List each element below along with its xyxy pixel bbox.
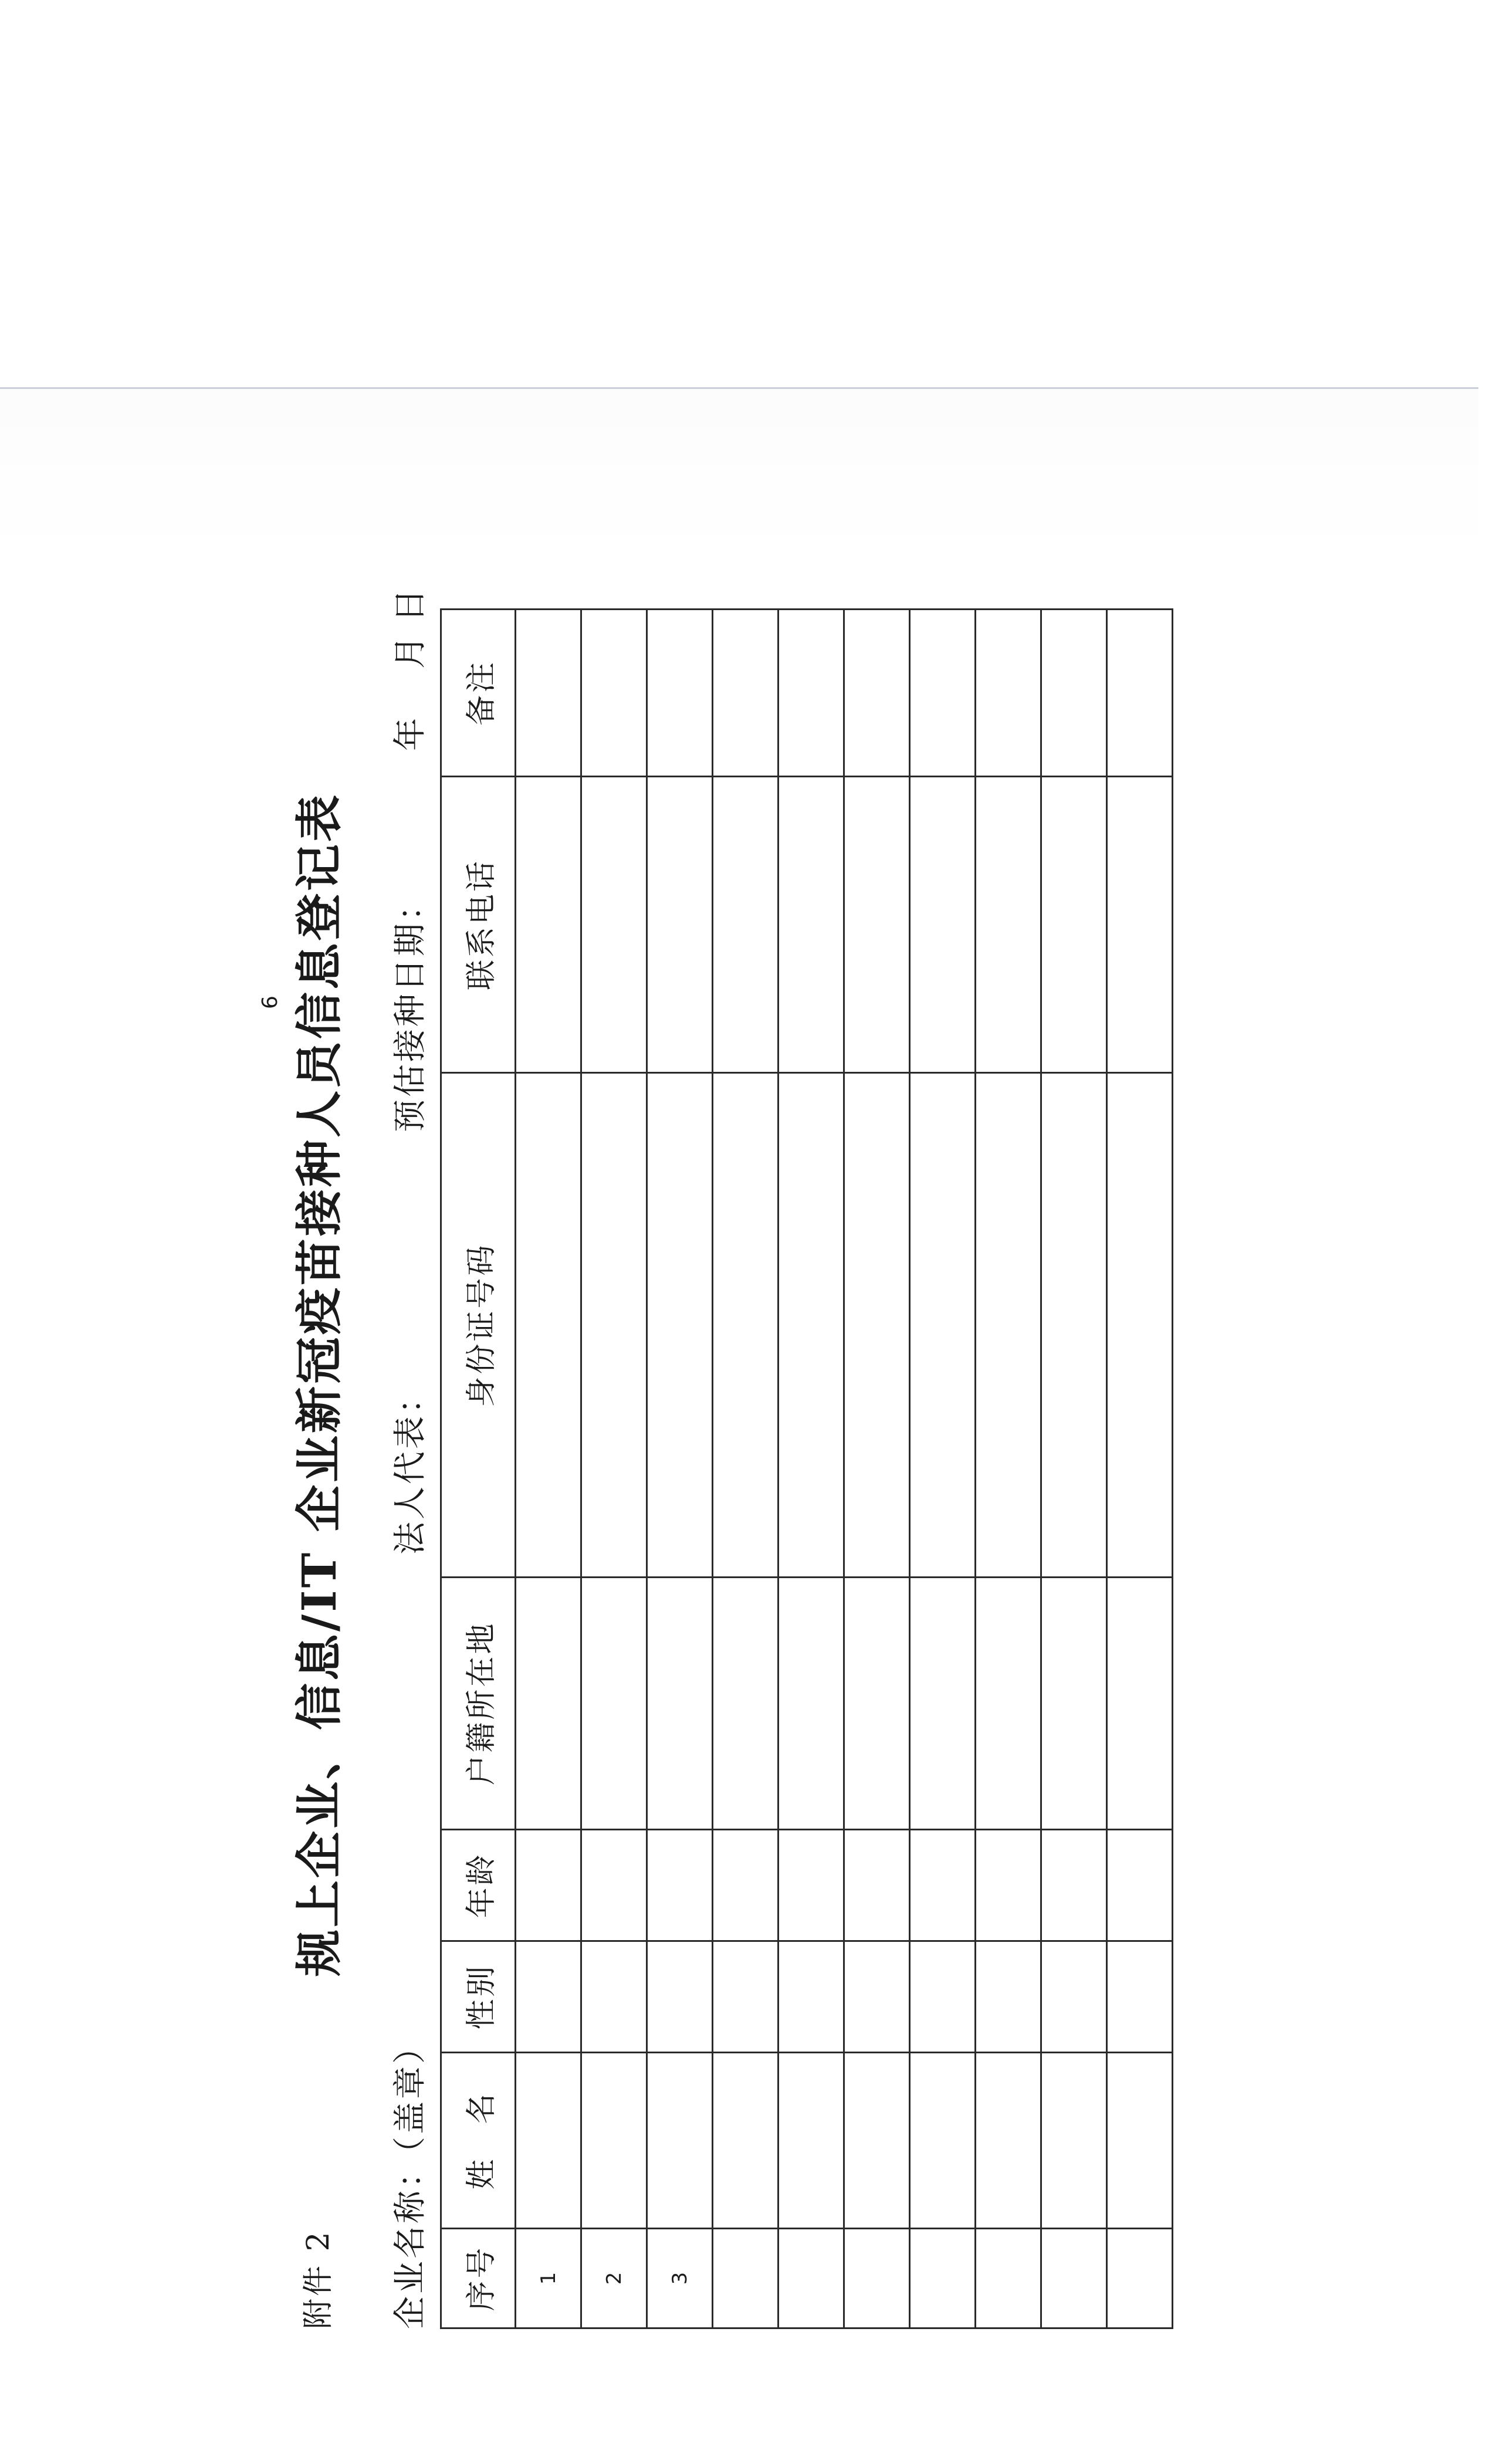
day-label: 日 [391, 587, 429, 622]
table-cell[interactable] [910, 1830, 976, 1941]
column-header: 备注 [441, 610, 516, 777]
table-cell[interactable] [1041, 2053, 1107, 2229]
table-cell[interactable] [647, 610, 713, 777]
table-cell[interactable] [581, 610, 647, 777]
page-number: 6 [258, 996, 282, 1009]
column-header: 身份证号码 [441, 1073, 516, 1578]
table-cell[interactable] [516, 1073, 581, 1578]
table-cell[interactable] [647, 1941, 713, 2053]
table-cell[interactable] [910, 1073, 976, 1578]
table-cell[interactable] [1107, 610, 1173, 777]
table-cell[interactable] [516, 1830, 581, 1941]
table-row [1041, 610, 1107, 2328]
table-cell[interactable] [844, 610, 910, 777]
table-cell[interactable] [910, 777, 976, 1073]
registration-table [440, 608, 1173, 2329]
table-cell[interactable] [844, 1073, 910, 1578]
table-cell[interactable] [1041, 1830, 1107, 1941]
table-cell[interactable] [976, 1941, 1041, 2053]
attachment-label: 附件 2 [301, 2229, 336, 2329]
row-number-cell[interactable] [976, 2229, 1041, 2328]
column-header: 姓 名 [441, 2053, 516, 2229]
row-number-cell[interactable] [910, 2229, 976, 2328]
table-cell[interactable] [976, 1578, 1041, 1830]
row-number-cell[interactable]: 1 [516, 2229, 581, 2328]
table-cell[interactable] [713, 1830, 779, 1941]
row-number-cell[interactable]: 3 [647, 2229, 713, 2328]
row-number-cell[interactable] [779, 2229, 844, 2328]
table-cell[interactable] [1107, 2053, 1173, 2229]
table-cell[interactable] [516, 777, 581, 1073]
document-title: 规上企业、信息/IT 企业新冠疫苗接种人员信息登记表 [292, 792, 347, 1977]
table-cell[interactable] [1041, 1073, 1107, 1578]
table-cell[interactable] [844, 1941, 910, 2053]
table-cell[interactable] [844, 1830, 910, 1941]
table-cell[interactable] [844, 2053, 910, 2229]
table-row [581, 610, 647, 2328]
document-page [258, 557, 1226, 2353]
month-label: 月 [391, 634, 429, 669]
table-cell[interactable] [1107, 1830, 1173, 1941]
table-cell[interactable] [581, 777, 647, 1073]
table-cell[interactable] [647, 1830, 713, 1941]
table-row [1107, 610, 1173, 2328]
column-header: 序号 [441, 2229, 516, 2328]
table-cell[interactable] [779, 777, 844, 1073]
table-cell[interactable] [910, 2053, 976, 2229]
table-cell[interactable] [1107, 777, 1173, 1073]
table-cell[interactable] [779, 2053, 844, 2229]
table-cell[interactable] [581, 1578, 647, 1830]
table-cell[interactable] [713, 1578, 779, 1830]
table-cell[interactable] [581, 1073, 647, 1578]
column-header: 联系电话 [441, 777, 516, 1073]
table-cell[interactable] [1041, 777, 1107, 1073]
table-cell[interactable] [976, 1830, 1041, 1941]
table-cell[interactable] [844, 777, 910, 1073]
table-cell[interactable] [1041, 1941, 1107, 2053]
table-cell[interactable] [516, 1941, 581, 2053]
table-header-row [441, 610, 516, 2328]
table-row [713, 610, 779, 2328]
table-row [647, 610, 713, 2328]
table-cell[interactable] [976, 777, 1041, 1073]
table-cell[interactable] [713, 1073, 779, 1578]
company-name-label: 企业名称：（盖章） [391, 2029, 429, 2329]
table-row [976, 610, 1041, 2328]
table-cell[interactable] [713, 610, 779, 777]
table-cell[interactable] [516, 610, 581, 777]
table-row [516, 610, 581, 2328]
table-cell[interactable] [976, 610, 1041, 777]
vaccination-date-field [384, 587, 431, 1132]
table-cell[interactable] [647, 2053, 713, 2229]
row-number-cell[interactable]: 2 [581, 2229, 647, 2328]
legal-representative-label: 法人代表： [391, 1379, 429, 1555]
column-header: 年龄 [441, 1830, 516, 1941]
table-cell[interactable] [910, 1578, 976, 1830]
column-header: 性别 [441, 1941, 516, 2053]
table-row [910, 610, 976, 2328]
row-number-cell[interactable] [713, 2229, 779, 2328]
row-number-cell[interactable] [844, 2229, 910, 2328]
row-number-cell[interactable] [1041, 2229, 1107, 2328]
table-cell[interactable] [713, 777, 779, 1073]
table-row [779, 610, 844, 2328]
table-cell[interactable] [910, 1941, 976, 2053]
table-cell[interactable] [581, 1830, 647, 1941]
vaccination-date-label: 预估接种日期： [391, 886, 429, 1132]
row-number-cell[interactable] [1107, 2229, 1173, 2328]
table-cell[interactable] [976, 1073, 1041, 1578]
table-row [844, 610, 910, 2328]
table-cell[interactable] [779, 1073, 844, 1578]
table-cell[interactable] [647, 1578, 713, 1830]
table-cell[interactable] [713, 2053, 779, 2229]
table-cell[interactable] [516, 1578, 581, 1830]
table-cell[interactable] [779, 1578, 844, 1830]
year-label: 年 [391, 716, 429, 751]
table-cell[interactable] [1041, 1578, 1107, 1830]
column-header: 户籍所在地 [441, 1578, 516, 1830]
table-cell[interactable] [713, 1941, 779, 2053]
table-cell[interactable] [779, 610, 844, 777]
table-cell[interactable] [647, 777, 713, 1073]
table-cell[interactable] [976, 2053, 1041, 2229]
table-cell[interactable] [779, 1830, 844, 1941]
table-cell[interactable] [1107, 1941, 1173, 2053]
table-cell[interactable] [1107, 1578, 1173, 1830]
table-cell[interactable] [516, 2053, 581, 2229]
table-cell[interactable] [1041, 610, 1107, 777]
table-cell[interactable] [910, 610, 976, 777]
table-cell[interactable] [1107, 1073, 1173, 1578]
table-cell[interactable] [779, 1941, 844, 2053]
table-cell[interactable] [581, 2053, 647, 2229]
table-cell[interactable] [581, 1941, 647, 2053]
table-cell[interactable] [844, 1578, 910, 1830]
table-cell[interactable] [647, 1073, 713, 1578]
